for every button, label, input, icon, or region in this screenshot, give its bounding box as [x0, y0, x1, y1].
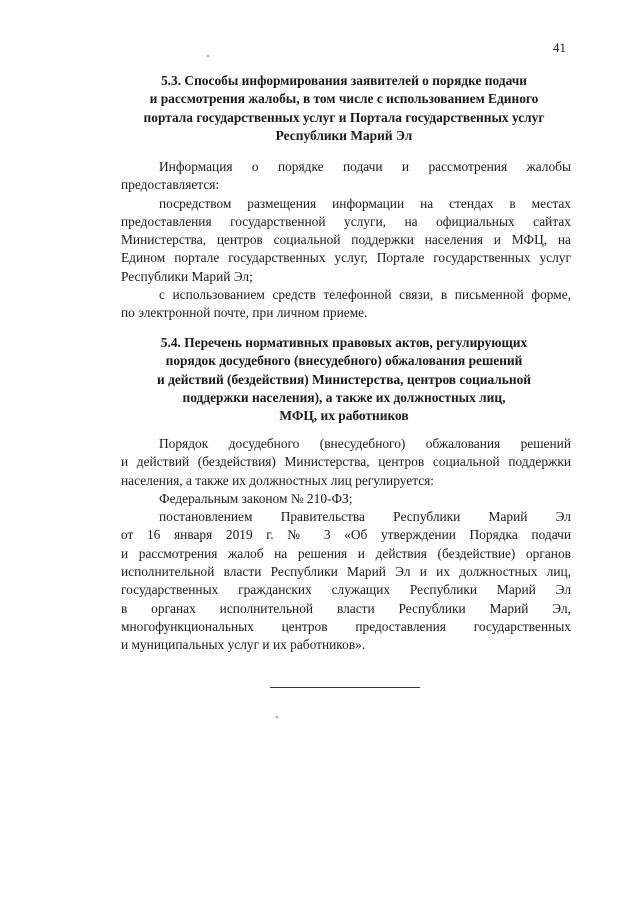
body-line: Министерства, центров социальной поддержки населения и МФЦ, на: [121, 232, 571, 248]
body-line: по электронной почте, при личном приеме.: [121, 305, 368, 321]
section-5-3-heading: [118, 72, 570, 145]
body-line: с использованием средств телефонной связи, в письменной форме,: [159, 287, 571, 303]
body-line: от 16 января 2019 г. № 3 «Об утверждении Порядка подачи: [121, 527, 571, 543]
body-line: в органах исполнительной власти Республики Марий Эл,: [121, 600, 571, 616]
body-line: и муниципальных услуг и их работников».: [121, 637, 366, 653]
body-line: многофункциональных центров предоставления государственных: [121, 618, 571, 634]
section-5-4-heading-line: порядок досудебного (внесудебного) обжалования решений: [165, 353, 523, 369]
body-line: предоставления государственной услуги, на официальных сайтах: [121, 213, 571, 229]
body-line: Порядок досудебного (внесудебного) обжалования решений: [159, 436, 571, 451]
section-5-3-body: [121, 158, 571, 323]
body-line: постановлением Правительства Республики Марий Эл: [159, 509, 571, 525]
section-5-4-body: [121, 435, 571, 655]
body-line: и рассмотрения жалоб на решения и действия (бездействие) органов: [121, 545, 571, 561]
end-of-text-divider: [270, 687, 420, 688]
body-line: Республики Марий Эл;: [121, 268, 253, 284]
section-5-3-heading-line: Республики Марий Эл: [275, 127, 413, 143]
section-5-4-heading-line: поддержки населения), а также их должностных лиц,: [182, 389, 506, 405]
section-5-3-heading-line: портала государственных услуг и Портала государственных услуг: [143, 109, 545, 125]
page-number: 41: [553, 40, 566, 55]
body-line: государственных гражданских служащих Республики Марий Эл: [121, 582, 571, 598]
section-5-4-heading: [118, 334, 570, 425]
body-line: исполнительной власти Республики Марий Эл и их должностных лиц,: [121, 564, 571, 580]
section-5-4-heading-line: МФЦ, их работников: [279, 408, 409, 424]
body-line: Информация о порядке подачи и рассмотрения жалобы: [159, 159, 571, 174]
section-5-3-heading-line: и рассмотрения жалобы, в том числе с использованием Единого: [149, 91, 539, 107]
body-line: населения, а также их должностных лиц регулируется:: [121, 472, 435, 488]
body-line: Едином портале государственных услуг, Портале государственных услуг: [121, 250, 571, 266]
scan-speck: [276, 716, 278, 718]
section-5-4-heading-line: 5.4. Перечень нормативных правовых актов, регулирующих: [160, 335, 528, 350]
body-line: и действий (бездействия) Министерства, центров социальной поддержки: [121, 454, 571, 470]
body-line: предоставляется:: [121, 177, 220, 193]
scan-speck: [207, 55, 209, 57]
section-5-3-heading-line: 5.3. Способы информирования заявителей о порядке подачи: [160, 73, 527, 88]
body-line: посредством размещения информации на стендах в местах: [159, 195, 571, 211]
body-line: Федеральным законом № 210-ФЗ;: [159, 490, 353, 506]
section-5-4-heading-line: и действий (бездействия) Министерства, центров социальной: [157, 371, 531, 387]
